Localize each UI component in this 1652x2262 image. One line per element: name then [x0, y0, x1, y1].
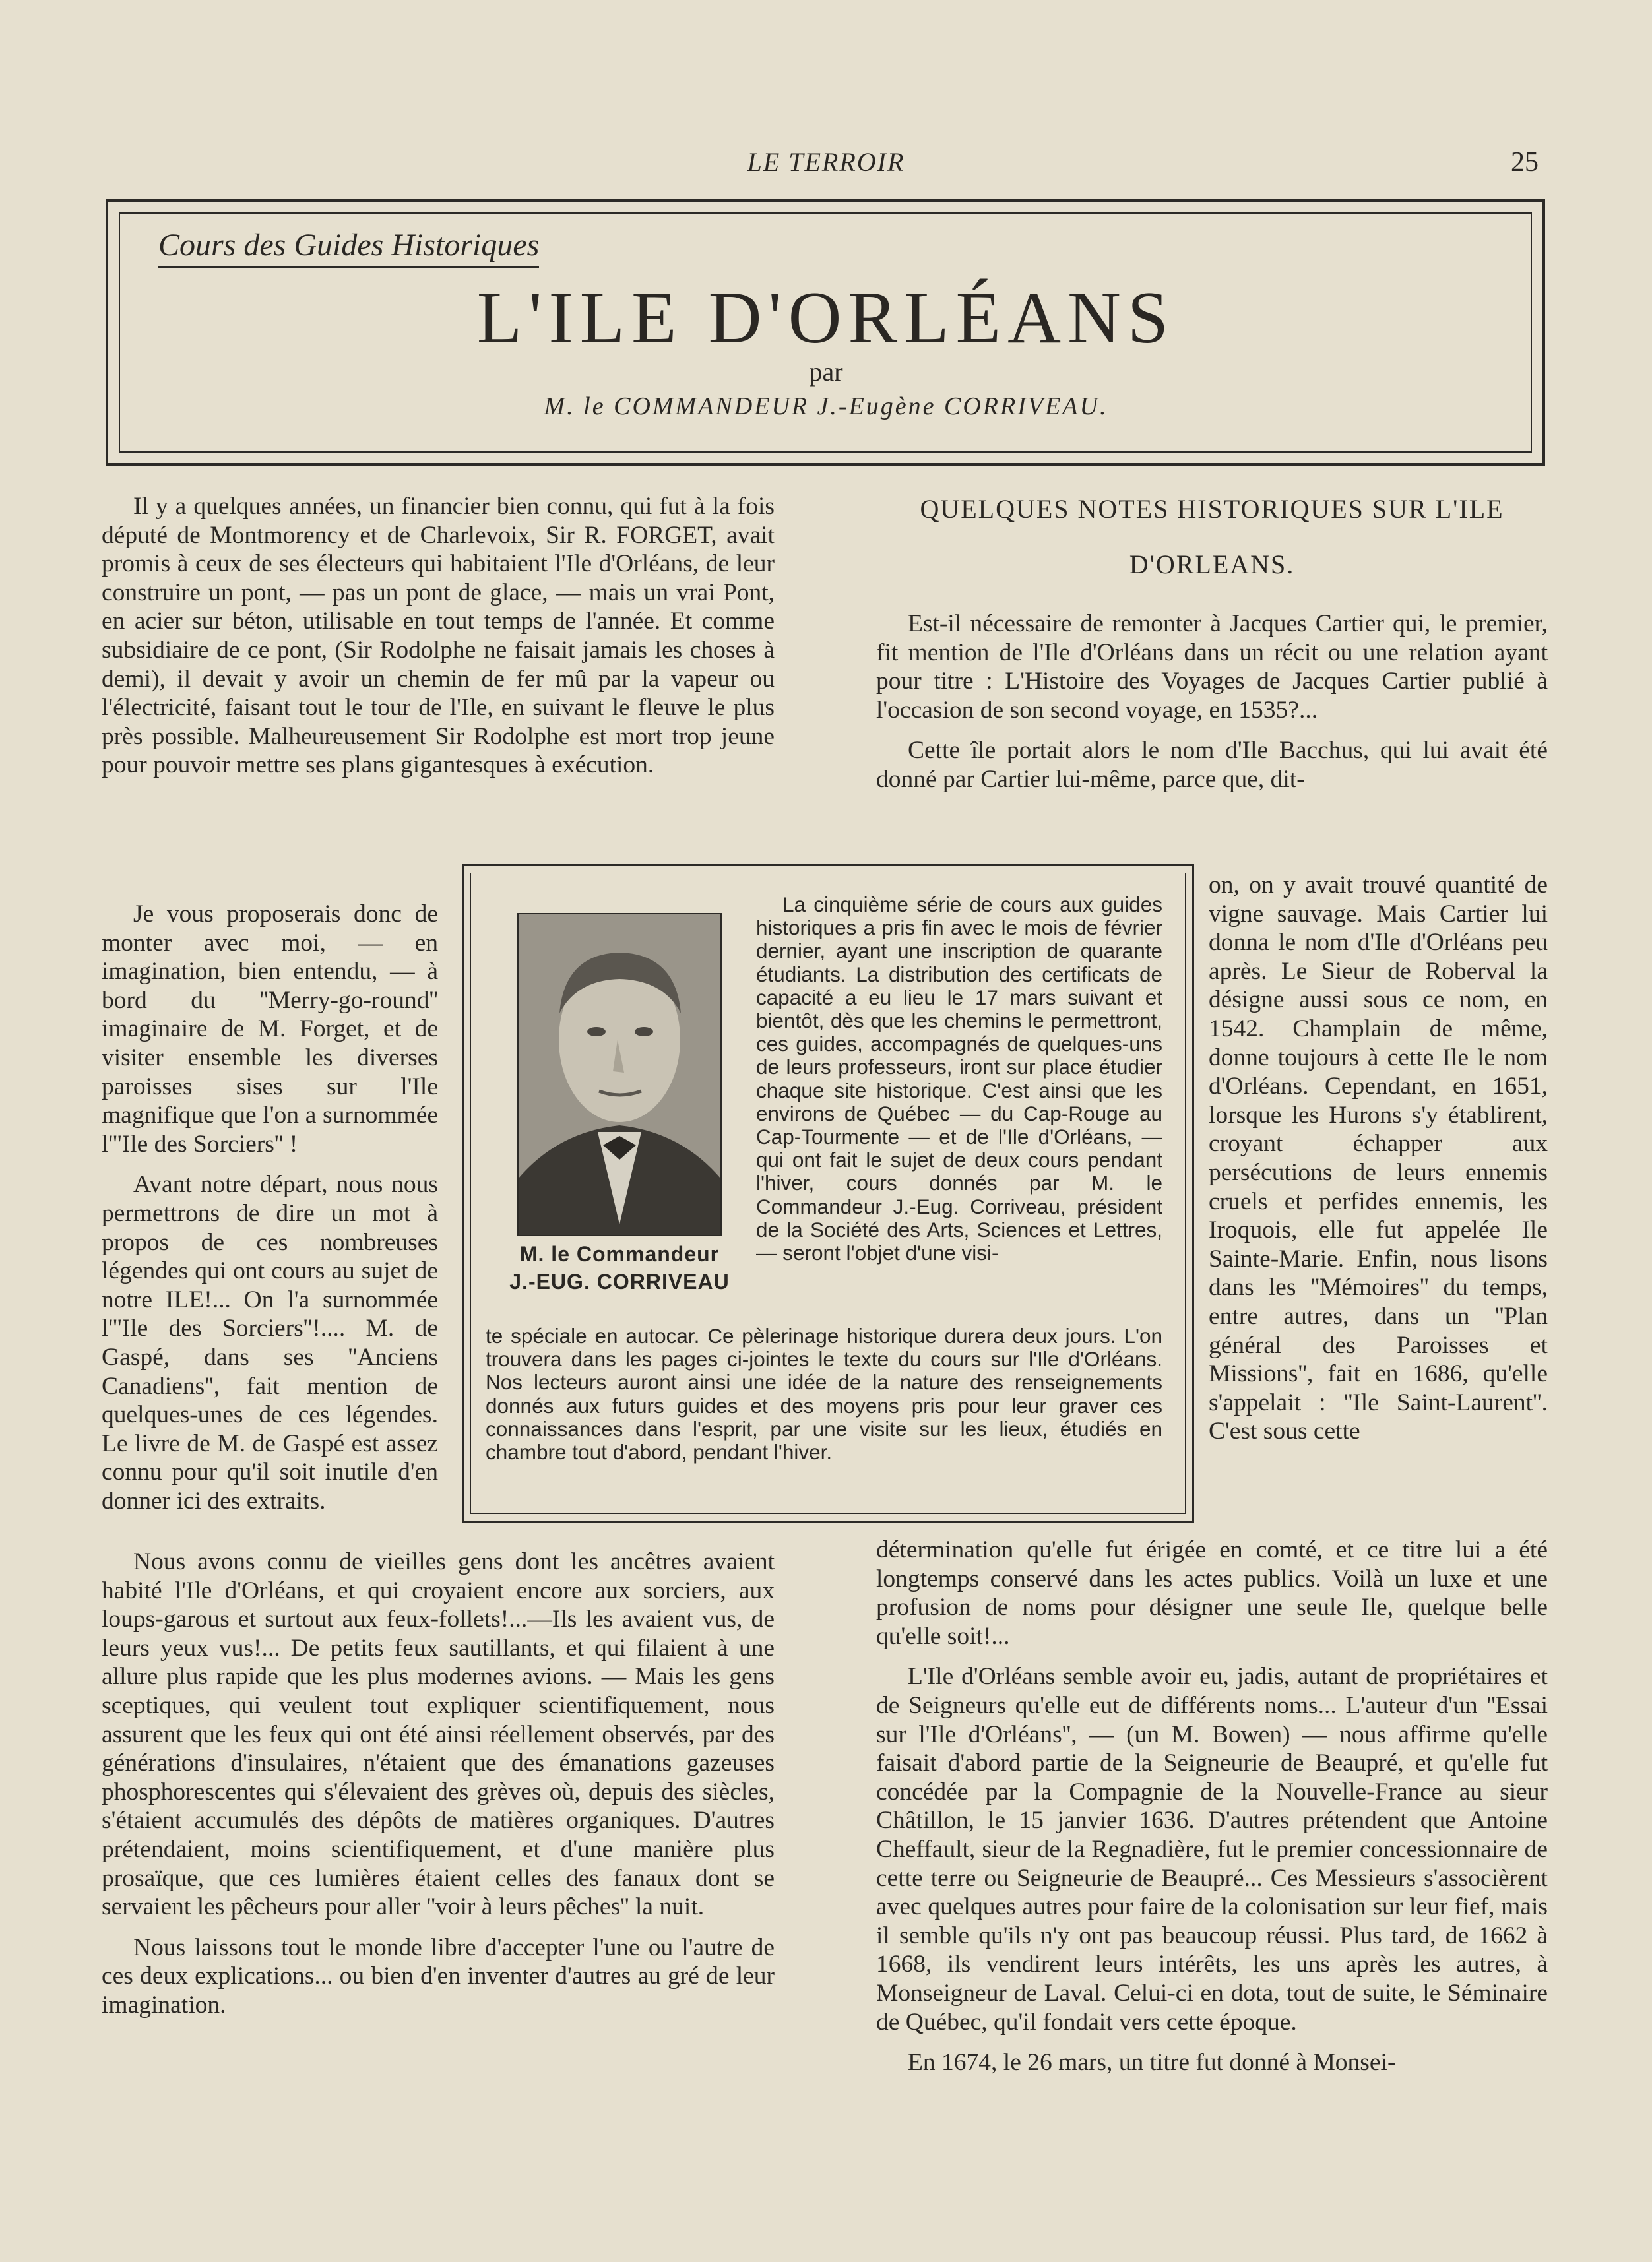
author-name: M. le COMMANDEUR J.-Eugène CORRIVEAU.	[544, 393, 1108, 420]
paragraph: Est-il nécessaire de remonter à Jacques Cartier qui, le premier, fit mention de l'Ile d'Orléans dans un récit ou une relation ayant pour titre : L'Histoire des Voyages de Jacques Cartier publié à l'occasion de son second voyage, en 1535?...	[876, 610, 1548, 724]
left-column-narrow	[102, 900, 438, 1515]
left-column-top	[102, 492, 775, 780]
series-title: Cours des Guides Historiques	[158, 227, 539, 268]
paragraph: Il y a quelques années, un financier bien connu, qui fut à la fois député de Montmorency et de Charlevoix, Sir R. FORGET, avait promis à ceux de ses électeurs qui habitaient l'Ile d'Orléans, de leur construire un pont, — pas un pont de glace, — mais un vrai Pont, en acier sur béton, utilisable en tout temps de l'année. Et comme subsidiaire de ce pont, (Sir Rodolphe ne faisait jamais les choses à demi), il devait y avoir un chemin de fer mû par la vapeur ou l'électricité, faisant tout le tour de l'Ile, en suivant le fleuve le plus près possible. Malheureusement Sir Rodolphe est mort trop jeune pour pouvoir mettre ses plans gigantesques à exécution.	[102, 493, 775, 779]
paragraph: L'Ile d'Orléans semble avoir eu, jadis, autant de propriétaires et de Seigneurs qu'elle eut de différents noms... L'auteur d'un ''Essai sur l'Ile d'Orléans'', — (un M. Bowen) — nous affirme qu'elle faisait d'abord partie de la Seigneurie de Beaupré, et qu'elle fut concédée par la Compagnie de la Nouvelle-France au sieur Châtillon, le 15 janvier 1636. D'autres prétendent que Antoine Cheffault, sieur de la Regnadière, fut le premier concessionnaire de cette terre ou Seigneurie de Beaupré... Ces Messieurs s'associèrent avec quelques autres pour faire de la colonisation sur leur fief, mais il semble qu'ils n'y ont pas beaucoup réussi. Plus tard, de 1662 à 1668, ils vendirent leurs intérêts, les uns après les autres, à Monseigneur de Laval. Celui-ci en dota, tout de suite, le Séminaire de Québec, qu'il fondait vers cette époque.	[876, 1663, 1548, 2036]
paragraph: La cinquième série de cours aux guides historiques a pris fin avec le mois de février dernier, ayant une inscription de quarante étudiants. La distribution des certificats de capacité a eu lieu le 17 mars suivant et bientôt, dès que les chemins le permettront, ces guides, accompagnés de quelques-uns de leurs professeurs, iront sur place étudier chaque site historique. C'est ainsi que les environs de Québec — du Cap-Rouge au Cap-Tourmente — et de l'Ile d'Orléans, — qui ont fait le sujet de deux cours pendant l'hiver, cours donnés par M. le Commandeur J.-Eug. Corriveau, président de la Société des Arts, Sciences et Lettres, — seront l'objet d'une visi-	[756, 893, 1162, 1265]
paragraph: te spéciale en autocar. Ce pèlerinage historique durera deux jours. L'on trouvera dans les pages ci-jointes le texte du cours sur l'Ile d'Orléans. Nos lecteurs auront ainsi une idée de la nature des renseignements donnés aux futurs guides et des moyens pris pour leur graver ces connaissances dans l'esprit, par une visite sur les lieux, étudiés en chambre tout d'abord, pendant l'hiver.	[486, 1324, 1162, 1464]
right-column-narrow	[1209, 871, 1548, 1446]
byline-par: par	[809, 357, 843, 387]
caption-line: M. le Commandeur	[519, 1242, 720, 1266]
running-title: LE TERROIR	[747, 147, 905, 177]
portrait-illustration	[519, 914, 720, 1235]
inset-text-upper	[756, 893, 1162, 1265]
caption-line: J.-EUG. CORRIVEAU	[509, 1270, 730, 1294]
paragraph: Cette île portait alors le nom d'Ile Bacchus, qui lui avait été donné par Cartier lui-même, parce que, dit-	[876, 737, 1548, 793]
paragraph: En 1674, le 26 mars, un titre fut donné à Monsei-	[908, 2049, 1396, 2077]
portrait-photo	[517, 913, 722, 1236]
left-column-bottom	[102, 1548, 775, 2020]
portrait-caption	[484, 1240, 755, 1296]
inset-text-lower	[486, 1325, 1162, 1464]
paragraph: on, on y avait trouvé quantité de vigne sauvage. Mais Cartier lui donna le nom d'Ile d'Orléans peu après. Le Sieur de Roberval la désigne aussi sous ce nom, en 1542. Champlain de même, donne toujours à cette Ile le nom d'Orléans. Cependant, en 1651, lorsque les Hurons s'y établirent, croyant échapper aux persécutions de leurs ennemis cruels et perfides ennemis, les Iroquois, elle fut appelée Ile Sainte-Marie. Enfin, nous lisons dans les ''Mémoires'' du temps, entre autres, dans un ''Plan général des Paroisses et Missions'', fait en 1686, qu'elle s'appelait : ''Ile Saint-Laurent''. C'est sous cette	[1209, 871, 1548, 1445]
paragraph: Nous laissons tout le monde libre d'accepter l'une ou l'autre de ces deux explications... ou bien d'en inventer d'autres au gré de leur imagination.	[102, 1933, 775, 2019]
right-column-bottom	[876, 1536, 1548, 2077]
paragraph: Je vous proposerais donc de monter avec moi, — en imagination, bien entendu, — à bord du ''Merry-go-round'' imaginaire de M. Forget, et de visiter ensemble les diverses paroisses sises sur l'Ile magnifique que l'on a surnommée l'''Ile des Sorciers'' !	[102, 900, 438, 1158]
paragraph: Nous avons connu de vieilles gens dont les ancêtres avaient habité l'Ile d'Orléans, et qui croyaient encore aux sorciers, aux loups-garous et surtout aux feux-follets!...—Ils les avaient vus, de leurs yeux vus!... De petits feux sautillants, et qui filaient à une allure plus rapide que les plus modernes avions. — Mais les gens sceptiques, qui veulent tout expliquer scientifiquement, nous assurent que les feux qui ont été ainsi réellement observés, par des générations d'insulaires, n'étaient que des émanations gazeuses phosphorescentes qui s'élevaient des grèves où, depuis des siècles, s'étaient accumulés des dépôts de matières organiques. D'autres prétendaient, moins scientifiquement, et d'une manière plus prosaïque, que ces lumières étaient celles des fanaux dont se servaient les pêcheurs pour aller ''voir à leurs pêches'' la nuit.	[102, 1548, 775, 1921]
section-heading-line1: QUELQUES NOTES HISTORIQUES SUR L'ILE	[920, 494, 1504, 524]
right-column-top	[876, 610, 1548, 794]
section-heading-line2: D'ORLEANS.	[1129, 550, 1295, 579]
article-title: L'ILE D'ORLÉANS	[476, 277, 1176, 359]
paragraph: Avant notre départ, nous nous permettrons de dire un mot à propos de ces nombreuses légendes qui ont cours au sujet de notre ILE!... On l'a surnommée l'''Ile des Sorciers''!.... M. de Gaspé, dans ses ''Anciens Canadiens'', fait mention de quelques-unes de ces légendes. Le livre de M. de Gaspé est assez connu pour qu'il soit inutile d'en donner ici des extraits.	[102, 1171, 438, 1515]
page-number: 25	[1511, 147, 1539, 177]
paragraph: détermination qu'elle fut érigée en comté, et ce titre lui a été longtemps conservé dans les actes publics. Voilà un luxe et une profusion de noms pour désigner une seule Ile, quelque belle qu'elle soit!...	[876, 1536, 1548, 1650]
